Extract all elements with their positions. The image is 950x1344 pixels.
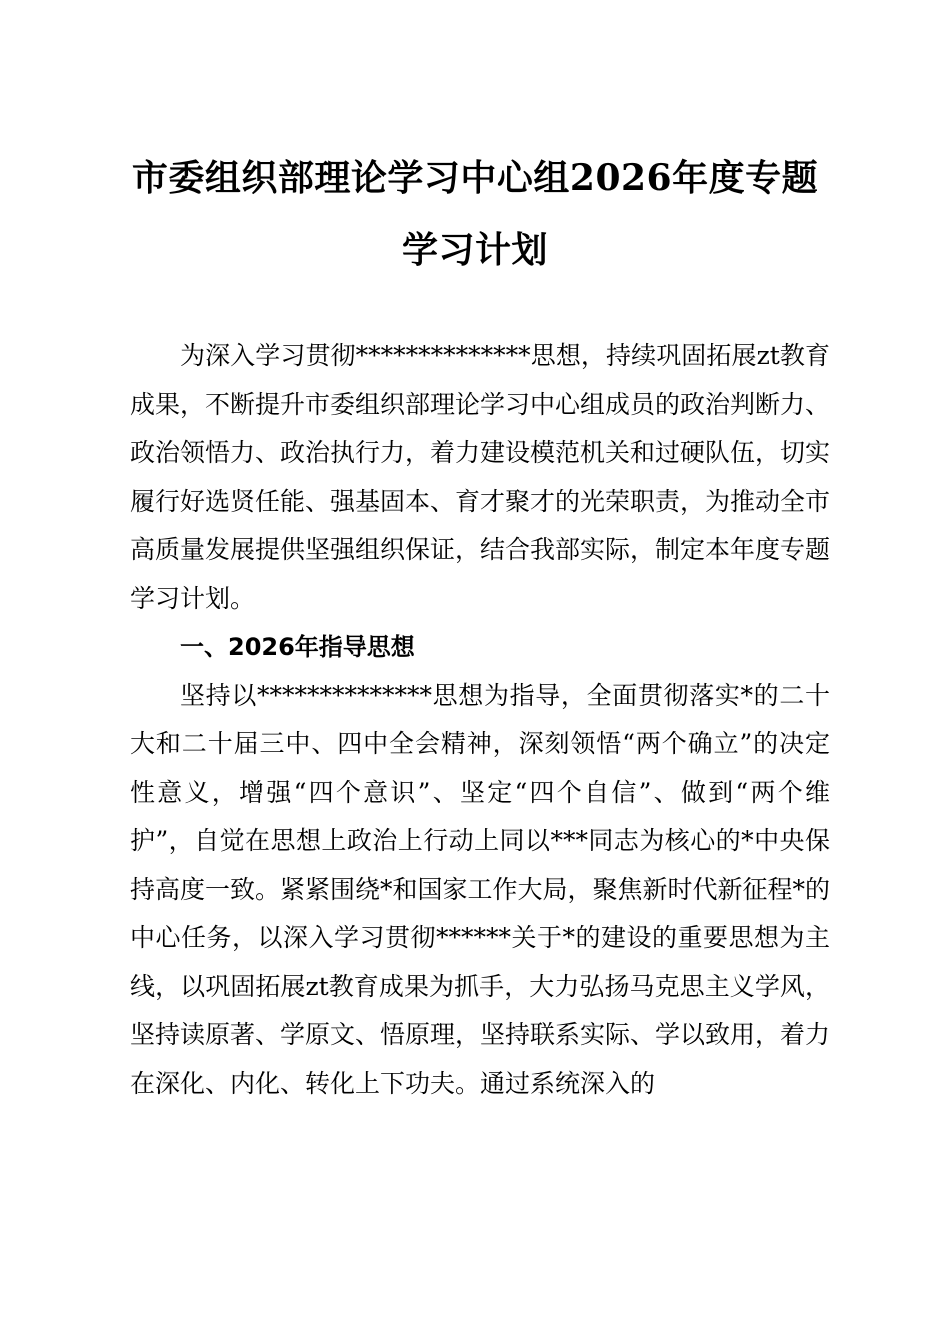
guiding-thought-paragraph: 坚持以**************思想为指导，全面贯彻落实*的二十大和二十届三中、四中全会精神，深刻领悟“两个确立”的决定性意义，增强“四个意识”、坚定“四个自信”、做到“两个维护”，自觉在思想上政治上行动上同以***同志为核心的*中央保持高度一致。紧紧围绕*和国家工作大局，聚焦新时代新征程*的中心任务，以深入学习贯彻******关于*的建设的重要思想为主线，以巩固拓展zt教育成果为抓手，大力弘扬马克思主义学风，坚持读原著、学原文、悟原理，坚持联系实际、学以致用，着力在深化、内化、转化上下功夫。通过系统深入的	[130, 680, 831, 1098]
document-title-line-2: 学习计划	[401, 229, 548, 271]
section-heading-guiding-thought: 一、2026年指导思想	[180, 633, 415, 661]
document-title-line-1: 市委组织部理论学习中心组2026年度专题	[131, 157, 819, 199]
intro-paragraph: 为深入学习贯彻**************思想，持续巩固拓展zt教育成果，不断提升市委组织部理论学习中心组成员的政治判断力、政治领悟力、政治执行力，着力建设模范机关和过硬队伍，切实履行好选贤任能、强基固本、育才聚才的光荣职责，为推动全市高质量发展提供坚强组织保证，结合我部实际，制定本年度专题学习计划。	[130, 341, 831, 613]
document-body	[130, 332, 830, 1108]
